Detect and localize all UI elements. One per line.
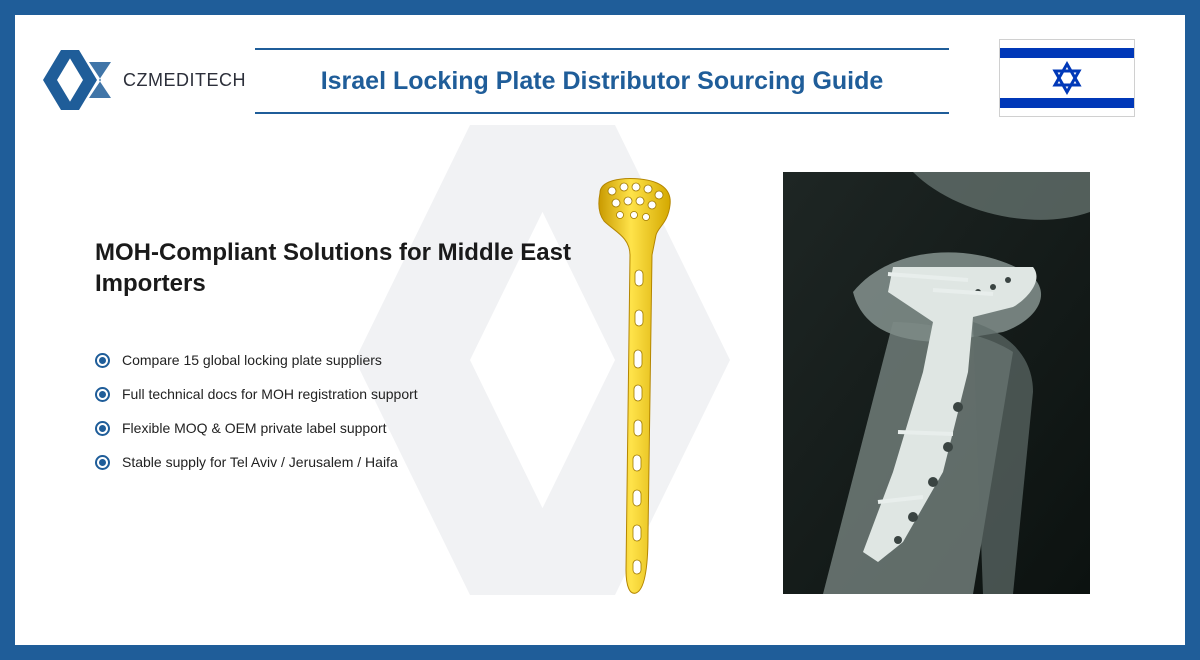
title-band <box>255 48 949 114</box>
brand-logo[interactable] <box>41 48 246 112</box>
knee-xray-image <box>783 172 1090 594</box>
brand-name: CZMEDITECH <box>123 69 246 90</box>
list-item <box>95 445 418 479</box>
list-item-text: Flexible MOQ & OEM private label support <box>122 420 387 436</box>
feature-list <box>95 343 418 479</box>
bullet-icon <box>95 353 110 368</box>
bullet-icon <box>95 387 110 402</box>
list-item-text: Stable supply for Tel Aviv / Jerusalem / Haifa <box>122 454 398 470</box>
list-item <box>95 377 418 411</box>
list-item <box>95 343 418 377</box>
headline: MOH-Compliant Solutions for Middle East Importers <box>95 239 571 297</box>
page-title: Israel Locking Plate Distributor Sourcing Guide <box>320 66 884 95</box>
czmeditech-logo-icon <box>41 48 113 112</box>
list-item-text: Full technical docs for MOH registration support <box>122 386 418 402</box>
list-item-text: Compare 15 global locking plate suppliers <box>122 352 382 368</box>
locking-plate-image <box>590 175 700 600</box>
banner-frame <box>15 15 1185 645</box>
list-item <box>95 411 418 445</box>
bullet-icon <box>95 455 110 470</box>
israel-flag-icon <box>999 39 1135 117</box>
bullet-icon <box>95 421 110 436</box>
